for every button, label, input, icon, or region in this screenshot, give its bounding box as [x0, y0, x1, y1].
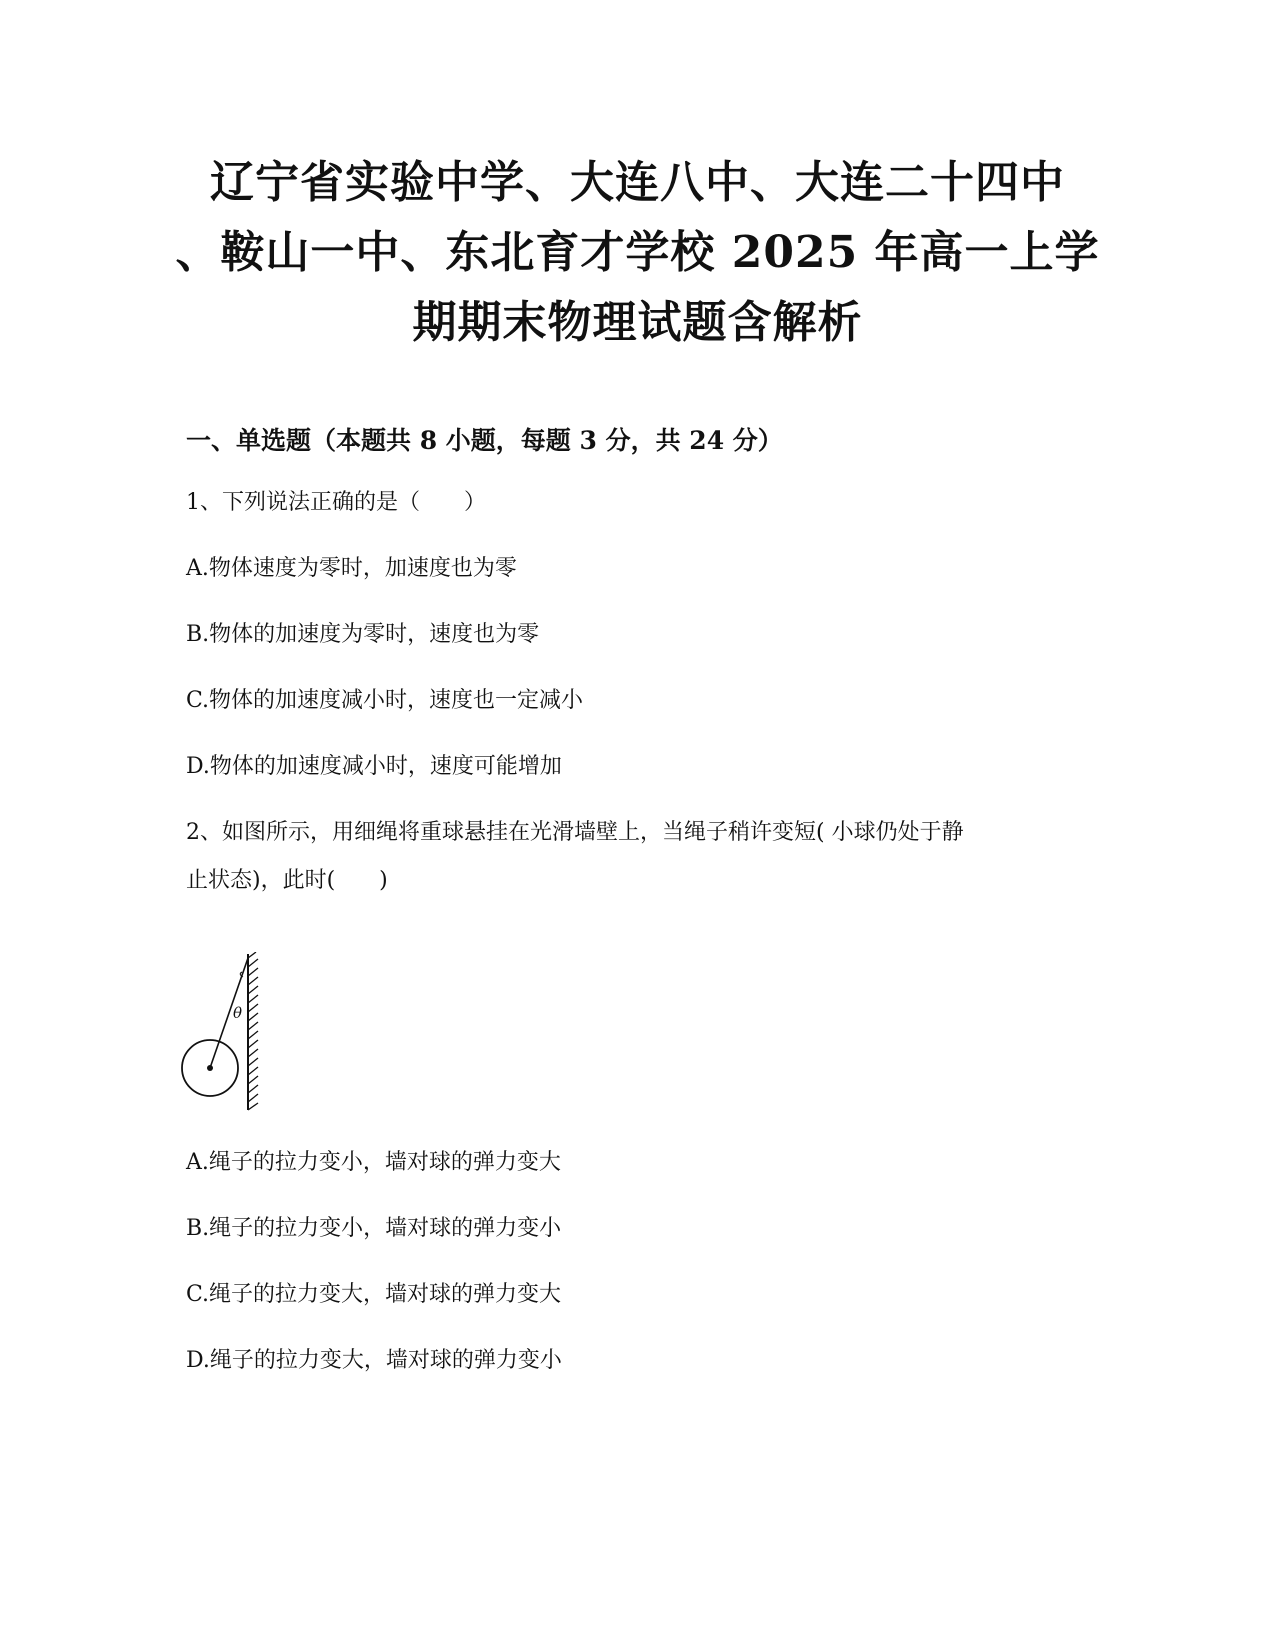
document-title — [150, 148, 1125, 358]
question-2-option-c: C.绳子的拉力变大，墙对球的弹力变大 — [186, 1282, 562, 1307]
hanging-ball-diagram — [180, 952, 270, 1112]
question-2-stem-line-1: 2、如图所示，用细绳将重球悬挂在光滑墙壁上，当绳子稍许变短( 小球仍处于静 — [186, 820, 964, 845]
rope — [210, 958, 248, 1068]
question-2-option-a: A.绳子的拉力变小，墙对球的弹力变大 — [186, 1150, 561, 1175]
question-1-option-b: B.物体的加速度为零时，速度也为零 — [186, 622, 540, 647]
question-1-stem: 1、下列说法正确的是（ ） — [186, 490, 486, 515]
wall — [248, 952, 258, 1110]
wall-hatching — [248, 952, 258, 1110]
ball-center — [207, 1065, 213, 1071]
question-2-option-b: B.绳子的拉力变小，墙对球的弹力变小 — [186, 1216, 562, 1241]
title-line-2: 、鞍山一中、东北育才学校 2025 年高一上学 — [175, 227, 1100, 278]
question-1-option-c: C.物体的加速度减小时，速度也一定减小 — [186, 688, 584, 713]
question-1-option-a: A.物体速度为零时，加速度也为零 — [186, 556, 517, 581]
question-1-option-d: D.物体的加速度减小时，速度可能增加 — [186, 754, 562, 779]
section-heading: 一、单选题（本题共 8 小题，每题 3 分，共 24 分） — [186, 426, 783, 455]
question-2-stem-line-2: 止状态)，此时( ) — [186, 868, 388, 893]
title-line-1: 辽宁省实验中学、大连八中、大连二十四中 — [210, 157, 1065, 208]
theta-label: θ — [233, 1004, 243, 1022]
title-line-3: 期期末物理试题含解析 — [412, 297, 863, 348]
question-2-option-d: D.绳子的拉力变大，墙对球的弹力变小 — [186, 1348, 562, 1373]
